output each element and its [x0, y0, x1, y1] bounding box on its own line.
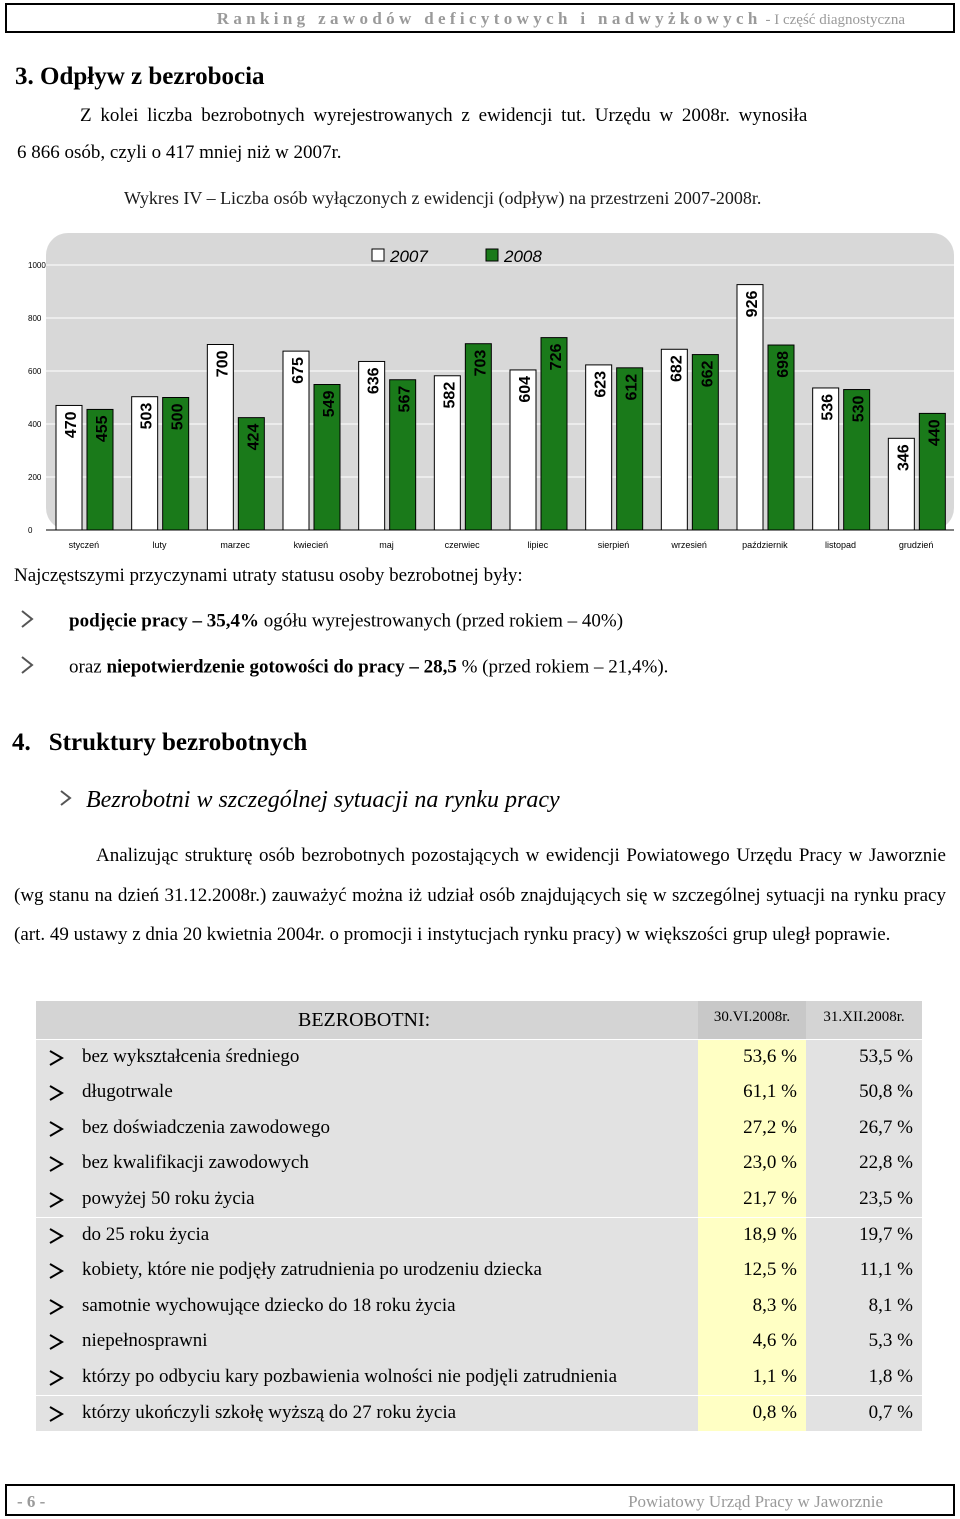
bar-value-label: 530 [850, 395, 868, 423]
row-label: bez wykształcenia średniego [82, 1045, 300, 1067]
x-tick-label: czerwiec [444, 540, 480, 550]
section-title: Struktury bezrobotnych [48, 729, 308, 756]
bar-value-label: 549 [321, 390, 338, 418]
bar-value-label: 612 [623, 373, 641, 401]
y-tick-label: 800 [28, 314, 42, 323]
section-title: Odpływ z bezrobocia [40, 63, 265, 90]
y-tick-label: 0 [28, 526, 33, 535]
row-value-december: 53,5 % [859, 1045, 913, 1067]
row-value-june-cell [698, 1324, 806, 1360]
section-3-paragraph-line-2: 6 866 osób, czyli o 417 mniej niż w 2007r. [17, 142, 342, 163]
arrowhead-bullet-icon [48, 1049, 64, 1067]
row-value-december-cell [806, 1360, 922, 1396]
row-label-cell [36, 1324, 698, 1360]
bar-value-label: 698 [775, 351, 792, 378]
row-value-june-cell [698, 1253, 806, 1289]
y-tick-label: 600 [28, 367, 42, 376]
header-col-b-cell [806, 1001, 922, 1039]
bar-value-label: 424 [245, 423, 263, 451]
row-value-december: 19,7 % [859, 1223, 913, 1245]
bar-value-label: 623 [592, 370, 610, 398]
x-tick-label: listopad [824, 540, 857, 550]
section-3-heading [15, 63, 265, 91]
arrowhead-bullet-icon [48, 1262, 64, 1280]
row-value-december: 1,8 % [868, 1365, 913, 1387]
row-value-december-cell [806, 1182, 922, 1218]
row-label: samotnie wychowujące dziecko do 18 roku życia [82, 1294, 456, 1316]
table-row [36, 1075, 922, 1111]
page-number: - 6 - [17, 1492, 46, 1511]
table-row [36, 1146, 922, 1182]
row-label-cell [36, 1396, 698, 1432]
row-value-june-cell [698, 1218, 806, 1254]
row-value-june-cell [698, 1075, 806, 1111]
row-label-cell [36, 1218, 698, 1254]
header-subtitle: - I część diagnostyczna [761, 12, 905, 28]
reason-2-prefix: oraz [69, 656, 107, 678]
header-title-text: Ranking zawodów deficytowych i nadwyżkowych [216, 9, 762, 28]
bar-value-label: 455 [94, 415, 111, 443]
x-tick-label: maj [379, 540, 394, 550]
arrowhead-bullet-icon [48, 1333, 64, 1351]
arrowhead-bullet-icon [48, 1227, 64, 1245]
row-label: którzy po odbyciu kary pozbawienia wolności nie podjęli zatrudnienia [82, 1365, 618, 1387]
bar-chart-svg [0, 225, 960, 555]
row-value-june-cell [698, 1182, 806, 1218]
table-row [36, 1324, 922, 1360]
bar-value-label: 536 [819, 393, 837, 421]
reason-2-text: % (przed rokiem – 21,4%). [456, 656, 669, 678]
table-row [36, 1111, 922, 1147]
bar-value-label: 346 [895, 444, 913, 472]
arrowhead-bullet-icon [48, 1191, 64, 1209]
row-value-december: 8,1 % [868, 1294, 913, 1316]
row-value-june: 23,0 % [743, 1152, 797, 1174]
header-col-a-cell [698, 1001, 806, 1039]
row-label: którzy ukończyli szkołę wyższą do 27 roku życia [82, 1401, 457, 1423]
row-label-cell [36, 1040, 698, 1076]
row-label-cell [36, 1075, 698, 1111]
row-value-june-cell [698, 1396, 806, 1432]
section-4-paragraph [14, 836, 946, 955]
row-value-june: 21,7 % [743, 1187, 797, 1209]
row-value-june: 27,2 % [743, 1116, 797, 1138]
row-label-cell [36, 1360, 698, 1396]
arrowhead-bullet-icon [48, 1405, 64, 1423]
arrowhead-bullet-icon [48, 1120, 64, 1138]
row-value-december-cell [806, 1111, 922, 1147]
table-header-row [36, 1001, 922, 1039]
table-row [36, 1253, 922, 1289]
bar-value-label: 582 [441, 381, 459, 409]
page-header [5, 3, 955, 33]
legend-label: 2008 [504, 247, 542, 266]
row-value-june: 61,1 % [743, 1081, 797, 1103]
arrowhead-bullet-icon [48, 1298, 64, 1316]
row-value-june-cell [698, 1360, 806, 1396]
chart-caption: Wykres IV – Liczba osób wyłączonych z ewidencji (odpływ) na przestrzeni 2007-2008r. [124, 188, 762, 208]
row-label-cell [36, 1111, 698, 1147]
row-value-december-cell [806, 1218, 922, 1254]
column-header-december: 31.XII.2008r. [823, 1009, 905, 1025]
table-row [36, 1289, 922, 1325]
row-value-december-cell [806, 1396, 922, 1432]
reasons-intro: Najczęstszymi przyczynami utraty statusu osoby bezrobotnej były: [14, 565, 523, 586]
x-tick-label: wrzesień [671, 540, 707, 550]
page-footer [5, 1484, 955, 1516]
row-value-december: 22,8 % [859, 1152, 913, 1174]
row-value-december-cell [806, 1289, 922, 1325]
x-tick-label: lipiec [527, 540, 549, 550]
arrowhead-bullet-icon [48, 1084, 64, 1102]
column-header-june: 30.VI.2008r. [713, 1009, 791, 1025]
bar-value-label: 636 [365, 367, 383, 395]
row-value-december-cell [806, 1146, 922, 1182]
subheading-text: Bezrobotni w szczególnej sytuacji na rynku pracy [86, 787, 560, 813]
bar-value-label: 470 [63, 411, 80, 439]
arrowhead-bullet-icon [48, 1369, 64, 1387]
row-label: niepełnosprawni [82, 1330, 208, 1352]
row-label-cell [36, 1253, 698, 1289]
row-value-june: 1,1 % [752, 1365, 797, 1387]
y-tick-label: 400 [28, 420, 42, 429]
section-number: 3. [15, 63, 34, 90]
x-tick-label: sierpień [597, 540, 630, 550]
row-value-december: 26,7 % [859, 1116, 913, 1138]
row-value-june: 53,6 % [743, 1045, 797, 1067]
row-value-december: 11,1 % [859, 1259, 913, 1281]
y-tick-label: 1000 [28, 261, 46, 270]
row-value-december-cell [806, 1324, 922, 1360]
outflow-chart [0, 225, 960, 560]
reason-item-2 [17, 655, 668, 681]
row-label: bez doświadczenia zawodowego [82, 1116, 330, 1138]
row-value-june-cell [698, 1146, 806, 1182]
header-label-cell [36, 1001, 698, 1039]
row-value-december: 5,3 % [868, 1330, 913, 1352]
table-row [36, 1396, 922, 1432]
table-row [36, 1360, 922, 1396]
row-label-cell [36, 1289, 698, 1325]
x-tick-label: styczeń [68, 540, 100, 550]
reason-item-1 [17, 609, 623, 635]
row-value-june: 0,8 % [752, 1401, 797, 1423]
table-row [36, 1182, 922, 1218]
table-header-title: BEZROBOTNI: [298, 1009, 431, 1031]
bar-value-label: 503 [138, 402, 156, 430]
row-value-december: 0,7 % [868, 1401, 913, 1423]
bar-value-label: 440 [926, 419, 944, 447]
chevron-right-icon [58, 787, 74, 814]
row-value-december-cell [806, 1040, 922, 1076]
chevron-right-icon [17, 655, 37, 681]
row-label: kobiety, które nie podjęły zatrudnienia po urodzeniu dziecka [82, 1259, 542, 1281]
row-value-june-cell [698, 1111, 806, 1147]
table-row [36, 1040, 922, 1076]
row-label: bez kwalifikacji zawodowych [82, 1152, 309, 1174]
header-title [217, 9, 905, 29]
legend-swatch [372, 249, 384, 261]
bar-value-label: 700 [214, 350, 232, 378]
row-value-june: 18,9 % [743, 1223, 797, 1245]
paragraph-text: Analizując strukturę osób bezrobotnych pozostających w ewidencji Powiatowego Urzędu Pracy w Jaworznie (wg stanu na dzień 31.12.2008r.) zauważyć można iż udział osób znajdujących się w szczególnej sytuacji na rynku pracy (art. 49 ustawy z dnia 20 kwietnia 2004r. o promocji i instytucjach rynku pracy) w większości grup uległ poprawie. [14, 845, 946, 945]
bar-value-label: 567 [396, 385, 414, 413]
bar-value-label: 926 [744, 290, 761, 318]
row-value-june: 8,3 % [752, 1294, 797, 1316]
bar-value-label: 500 [169, 403, 187, 431]
row-value-december-cell [806, 1075, 922, 1111]
x-tick-label: październik [742, 540, 788, 550]
reason-1-bold: podjęcie pracy – 35,4% [69, 610, 259, 632]
row-value-june: 4,6 % [752, 1330, 797, 1352]
row-value-june-cell [698, 1289, 806, 1325]
bar-value-label: 726 [548, 343, 565, 371]
reason-2-bold: niepotwierdzenie gotowości do pracy – 28,5 [106, 656, 457, 678]
row-value-june-cell [698, 1040, 806, 1076]
bar-value-label: 675 [290, 357, 307, 384]
footer-organization: Powiatowy Urząd Pracy w Jaworznie [628, 1492, 883, 1511]
section-3-paragraph-line-1: Z kolei liczba bezrobotnych wyrejestrowanych z ewidencji tut. Urzędu w 2008r. wynosiła [80, 105, 808, 126]
legend-label: 2007 [390, 247, 428, 266]
row-value-december: 23,5 % [859, 1187, 913, 1209]
bar-value-label: 703 [472, 349, 490, 377]
section-4-heading [12, 729, 307, 757]
bar-2007 [737, 285, 763, 530]
row-value-december-cell [806, 1253, 922, 1289]
bar-value-label: 662 [699, 360, 717, 388]
row-label-cell [36, 1182, 698, 1218]
row-value-december: 50,8 % [859, 1081, 913, 1103]
row-label-cell [36, 1146, 698, 1182]
section-number: 4. [12, 729, 31, 756]
x-tick-label: marzec [220, 540, 250, 550]
section-4-subheading [58, 787, 560, 814]
legend-swatch [486, 249, 498, 261]
bar-value-label: 682 [668, 355, 686, 382]
chevron-right-icon [17, 609, 37, 635]
table-row [36, 1218, 922, 1254]
bar-value-label: 604 [517, 375, 534, 403]
x-tick-label: luty [152, 540, 167, 550]
row-label: do 25 roku życia [82, 1223, 210, 1245]
row-label: długotrwale [82, 1081, 173, 1103]
reason-1-text: ogółu wyrejestrowanych (przed rokiem – 40%) [258, 610, 624, 632]
x-tick-label: grudzień [898, 540, 934, 550]
x-tick-label: kwiecień [293, 540, 329, 550]
row-value-june: 12,5 % [743, 1259, 797, 1281]
arrowhead-bullet-icon [48, 1155, 64, 1173]
y-tick-label: 200 [28, 473, 42, 482]
row-label: powyżej 50 roku życia [82, 1187, 255, 1209]
